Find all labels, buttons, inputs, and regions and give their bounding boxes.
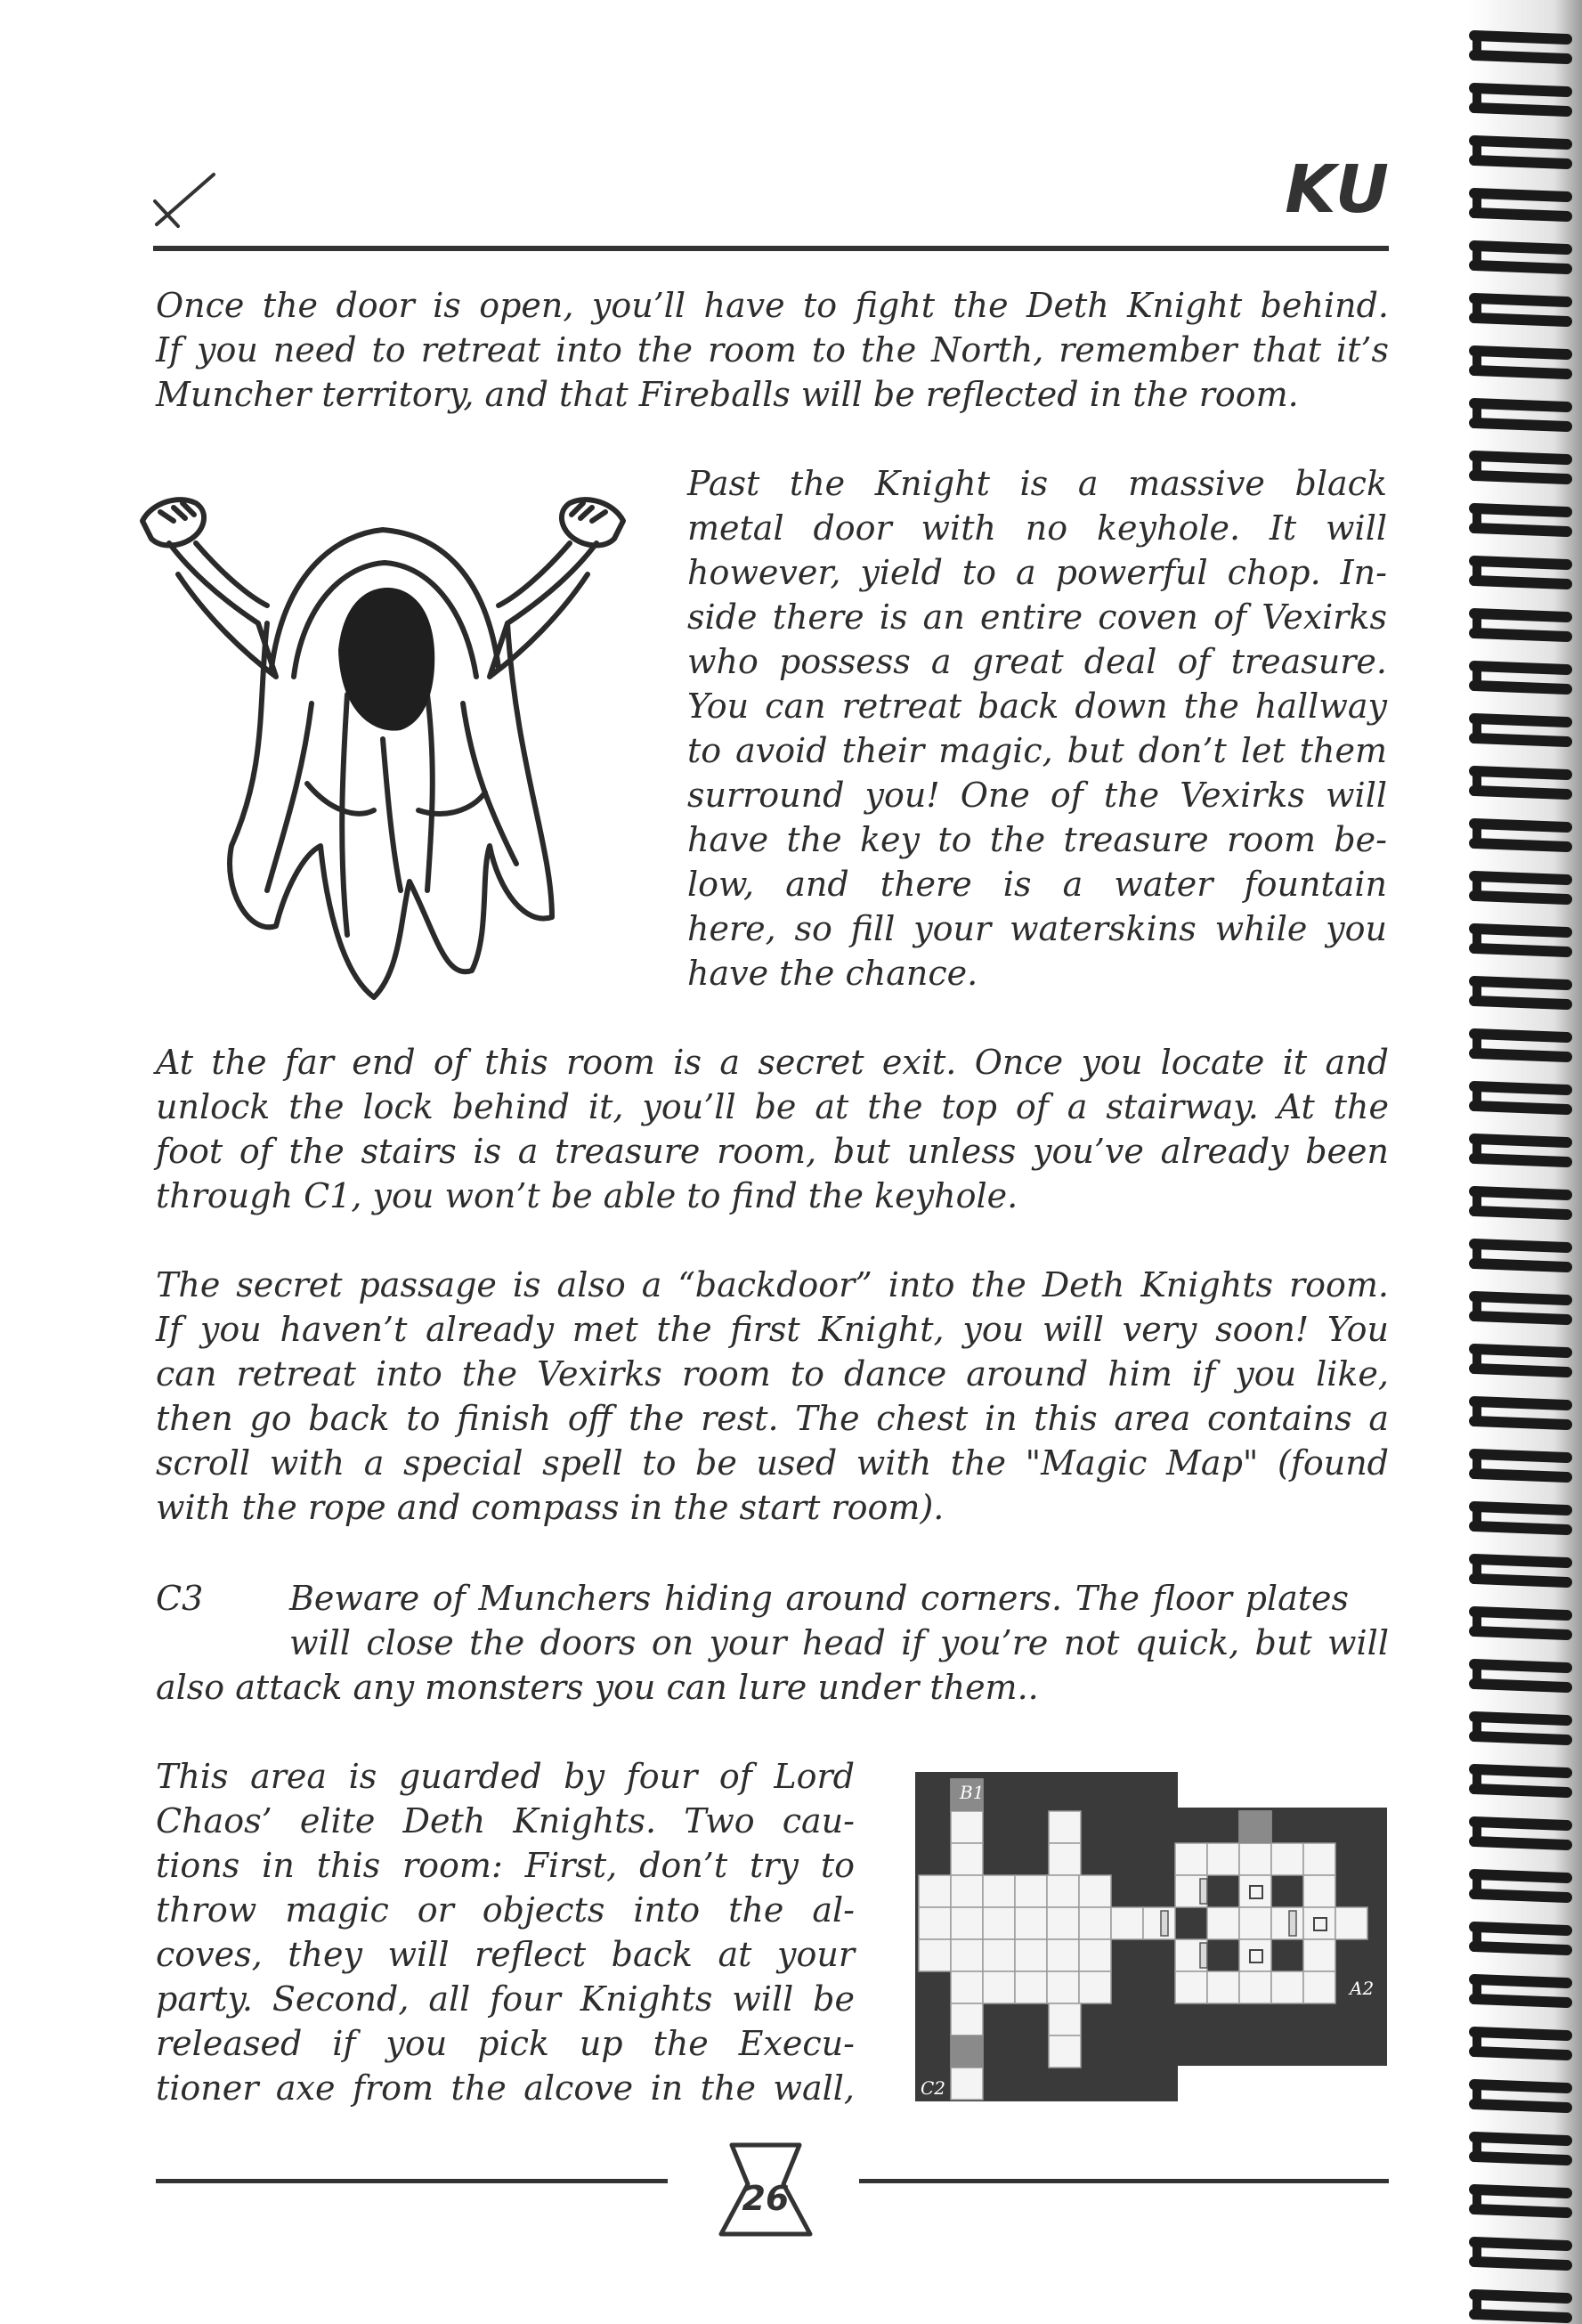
- section-title: KU: [1285, 151, 1391, 228]
- binding-coil-end: [1472, 141, 1481, 166]
- text-line: throw magic or objects into the al-: [156, 1890, 855, 1930]
- binding-coil-end: [1472, 876, 1481, 901]
- binding-coil-end: [1472, 1296, 1481, 1321]
- binding-coil-end: [1472, 1769, 1481, 1794]
- text-line: with the rope and compass in the start room).: [156, 1488, 945, 1527]
- map-label-a2: A2: [1350, 1978, 1375, 1999]
- paragraph-c3: [156, 1576, 1389, 1710]
- binding-coil-end: [1472, 298, 1481, 323]
- text-line: can retreat into the Vexirks room to dance around him if you like,: [156, 1354, 1389, 1394]
- footer-rule-left: [156, 2179, 668, 2183]
- text-line: You can retreat back down the hallway: [687, 687, 1387, 726]
- binding-coil-end: [1472, 1402, 1481, 1426]
- binding-coil-end: [1472, 508, 1481, 533]
- text-line: surround you! One of the Vexirks will: [687, 776, 1387, 815]
- text-line: here, so fill your waterskins while you: [687, 909, 1387, 948]
- binding-coil-end: [1472, 981, 1481, 1006]
- binding-coil-end: [1472, 1664, 1481, 1689]
- text-line: foot of the stairs is a treasure room, but unless you’ve already been: [156, 1132, 1389, 1171]
- map-label-b1-left: B1: [960, 1782, 985, 1803]
- text-line: also attack any monsters you can lure under them..: [156, 1668, 1039, 1707]
- binding-coil-end: [1472, 1139, 1481, 1164]
- text-line: If you haven’t already met the first Knight, you will very soon! You: [156, 1310, 1389, 1349]
- text-line: scroll with a special spell to be used with the "Magic Map" (found: [156, 1443, 1389, 1483]
- text-line: released if you pick up the Execu-: [156, 2024, 855, 2063]
- binding-coil-end: [1472, 666, 1481, 691]
- binding-coil-end: [1472, 1927, 1481, 1952]
- text-line: Once the door is open, you’ll have to fight the Deth Knight behind.: [156, 286, 1389, 325]
- binding-coil-end: [1472, 1822, 1481, 1847]
- binding-coil-end: [1472, 193, 1481, 218]
- text-line: coves, they will reflect back at your: [156, 1935, 855, 1974]
- text-line: Chaos’ elite Deth Knights. Two cau-: [156, 1801, 855, 1841]
- binding-coil-end: [1472, 2084, 1481, 2109]
- binding-coil-end: [1472, 1612, 1481, 1637]
- text-line: have the chance.: [687, 954, 978, 993]
- text-line: Past the Knight is a massive black: [687, 464, 1387, 503]
- binding-coil-end: [1472, 1349, 1481, 1374]
- binding-coil-end: [1472, 246, 1481, 271]
- text-line: The secret passage is also a “backdoor” into the Deth Knights room.: [156, 1265, 1389, 1304]
- binding-coil-end: [1472, 456, 1481, 481]
- binding-coil-end: [1472, 1034, 1481, 1059]
- footer-rule-right: [859, 2179, 1389, 2183]
- paragraph-door-open: [156, 283, 1389, 417]
- binding-coil-end: [1472, 1244, 1481, 1269]
- binding-coil-end: [1472, 2137, 1481, 2162]
- text-line: will close the doors on your head if you’re not quick, but will: [289, 1623, 1389, 1662]
- binding-coil-end: [1472, 1717, 1481, 1742]
- binding-coil-end: [1472, 2242, 1481, 2267]
- text-line: low, and there is a water fountain: [687, 865, 1387, 904]
- binding-coil-end: [1472, 614, 1481, 638]
- dungeon-map: [915, 1772, 1387, 2101]
- hooded-ghost-illustration: [134, 472, 641, 1006]
- map-label-c2: C2: [921, 2077, 946, 2099]
- text-line: tions in this room: First, don’t try to: [156, 1846, 855, 1885]
- binding-coil-end: [1472, 1191, 1481, 1216]
- text-line: to avoid their magic, but don’t let them: [687, 731, 1387, 770]
- binding-coil-end: [1472, 2032, 1481, 2057]
- binding-coil-end: [1472, 2295, 1481, 2320]
- spiral-binding: [1469, 0, 1582, 2324]
- text-line: This area is guarded by four of Lord: [156, 1757, 855, 1796]
- text-line: however, yield to a powerful chop. In-: [687, 553, 1387, 592]
- text-line: Beware of Munchers hiding around corners. The floor plates: [289, 1579, 1349, 1618]
- page-number-badge: [694, 2141, 837, 2239]
- axe-mark-icon: [151, 169, 223, 232]
- map-label-b1-right: B1: [1250, 1787, 1275, 1808]
- text-line: unlock the lock behind it, you’ll be at the top of a stairway. At the: [156, 1087, 1389, 1126]
- text-line: through C1, you won’t be able to find the keyhole.: [156, 1176, 1018, 1215]
- binding-coil-end: [1472, 771, 1481, 796]
- binding-coil-end: [1472, 719, 1481, 744]
- binding-coil-end: [1472, 403, 1481, 428]
- binding-coil-end: [1472, 1874, 1481, 1899]
- text-line: have the key to the treasure room be-: [687, 820, 1387, 859]
- binding-coil-end: [1472, 1086, 1481, 1111]
- binding-coil-end: [1472, 1507, 1481, 1532]
- binding-coil-end: [1472, 824, 1481, 849]
- binding-coil-end: [1472, 351, 1481, 376]
- section-label-c3: C3: [156, 1579, 204, 1618]
- text-line: Muncher territory, and that Fireballs will be reflected in the room.: [156, 375, 1299, 414]
- text-line: At the far end of this room is a secret exit. Once you locate it and: [156, 1043, 1389, 1082]
- text-line: who possess a great deal of treasure.: [687, 642, 1387, 681]
- binding-coil-end: [1472, 36, 1481, 61]
- paragraph-deth-knights: [156, 1754, 855, 2110]
- text-line: party. Second, all four Knights will be: [156, 1979, 855, 2019]
- binding-coil-end: [1472, 88, 1481, 113]
- header-rule: [153, 246, 1389, 251]
- binding-coil-end: [1472, 929, 1481, 954]
- binding-coil-end: [1472, 1454, 1481, 1479]
- binding-coil-end: [1472, 561, 1481, 586]
- text-line: side there is an entire coven of Vexirks: [687, 597, 1387, 637]
- paragraph-secret-exit: [156, 1040, 1389, 1218]
- page-number: 26: [742, 2179, 790, 2218]
- binding-coil-end: [1472, 1559, 1481, 1584]
- text-line: tioner axe from the alcove in the wall,: [156, 2068, 855, 2108]
- text-line: metal door with no keyhole. It will: [687, 508, 1387, 548]
- text-line: then go back to finish off the rest. The chest in this area contains a: [156, 1399, 1389, 1438]
- binding-coil-end: [1472, 1979, 1481, 2004]
- paragraph-black-door: [687, 461, 1387, 995]
- text-line: If you need to retreat into the room to the North, remember that it’s: [156, 330, 1389, 370]
- binding-coil-end: [1472, 2190, 1481, 2214]
- paragraph-backdoor: [156, 1263, 1389, 1530]
